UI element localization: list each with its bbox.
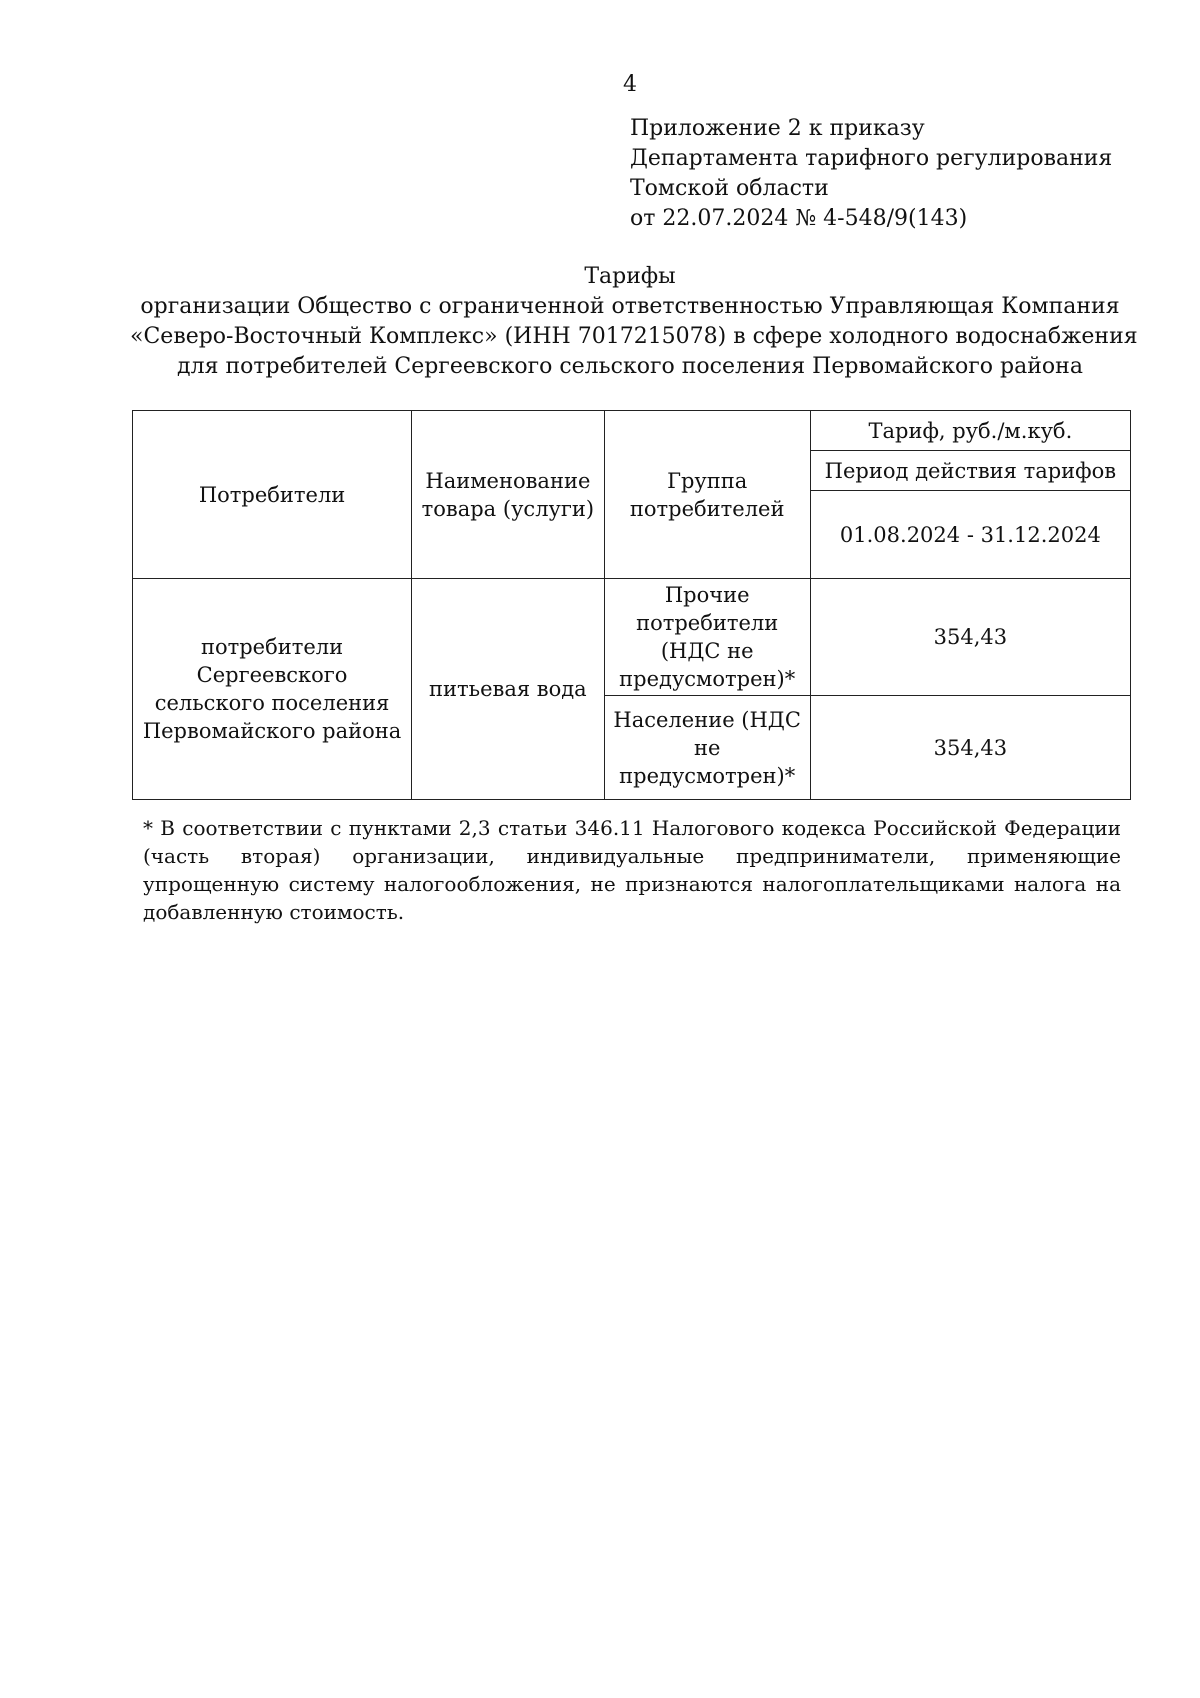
appendix-block: [630, 114, 1150, 234]
table-row: [133, 579, 1131, 696]
appendix-line: Приложение 2 к приказу: [630, 116, 925, 141]
cell-group: Население (НДС не предусмотрен)*: [604, 696, 810, 800]
title-line: для потребителей Сергеевского сельского поселения Первомайского района: [177, 354, 1083, 379]
title-line: «Северо-Восточный Комплекс» (ИНН 7017215078) в сфере холодного водоснабжения: [130, 324, 1138, 349]
footnote: * В соответствии с пунктами 2,3 статьи 346.11 Налогового кодекса Российской Федерации (часть вторая) организации, индивидуальные предприниматели, применяющие упрощенную систему налогообложения, не признаются налогоплательщиками налога на добавленную стоимость.: [143, 816, 1121, 924]
cell-tariff: 354,43: [810, 579, 1130, 696]
appendix-line: Томской области: [630, 176, 829, 201]
cell-product: питьевая вода: [412, 579, 605, 800]
header-group: Группа потребителей: [604, 411, 810, 579]
header-product: Наименование товара (услуги): [412, 411, 605, 579]
document-title: [130, 262, 1138, 382]
cell-tariff: 354,43: [810, 696, 1130, 800]
header-period: 01.08.2024 - 31.12.2024: [810, 491, 1130, 579]
cell-consumers: потребители Сергеевского сельского поселения Первомайского района: [133, 579, 412, 800]
title-line: Тарифы: [584, 264, 676, 289]
header-period-label: Период действия тарифов: [810, 451, 1130, 491]
tariff-table: [132, 410, 1131, 800]
header-consumers: Потребители: [133, 411, 412, 579]
table-header-row: [133, 411, 1131, 451]
header-tariff: Тариф, руб./м.куб.: [810, 411, 1130, 451]
cell-group: Прочие потребители (НДС не предусмотрен)*: [604, 579, 810, 696]
page-number: 4: [623, 72, 637, 97]
title-line: организации Общество с ограниченной ответственностью Управляющая Компания: [140, 294, 1120, 319]
appendix-line: Департамента тарифного регулирования: [630, 146, 1113, 171]
appendix-line: от 22.07.2024 № 4-548/9(143): [630, 206, 968, 231]
